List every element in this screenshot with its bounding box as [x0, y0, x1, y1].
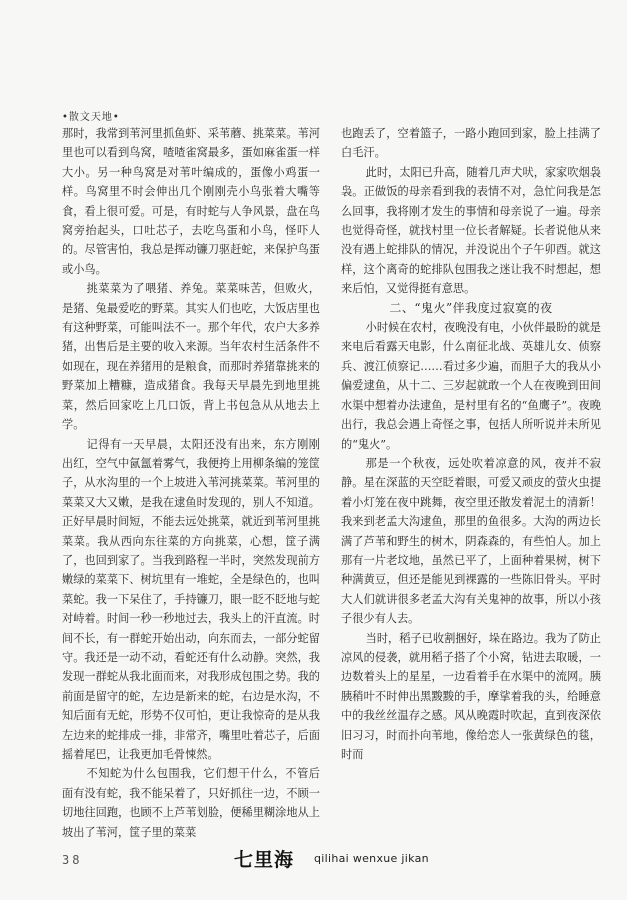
paragraph: 也跑丢了，空着篮子，一路小跑回到家，脸上挂满了白毛汗。 [341, 127, 601, 160]
paragraph: 那时，我常到苇河里抓鱼虾、采苇蘑、挑菜菜。苇河里也可以看到鸟窝，喳喳雀窝最多，蛋如麻雀蛋一样大小。另一种鸟窝是对苇叶编成的，蛋像小鸡蛋一样。鸟窝里不时会伸出几个刚刚壳小鸟张着大嘴等食，看上很可爱。可是，有时蛇与人争风景，盘在鸟窝旁抬起头，口吐芯子，去吃鸟蛋和小鸟，怪吓人的。尽管害怕，我总是挥动镰刀驱赶蛇，来保护鸟蛋或小鸟。 [62, 127, 320, 276]
magazine-pinyin: qilihai wenxue jikan [314, 852, 429, 865]
right-column [341, 124, 601, 764]
magazine-logo: 七里海 [234, 849, 295, 871]
section-heading: 二、“鬼火”伴我度过寂寞的夜 [389, 300, 553, 315]
paragraph: 不知蛇为什么包围我，它们想干什么，不管后面有没有蛇，我不能呆着了，只好抓往一边，不顾一切地往回跑，也顾不上芦苇划脸，便稀里糊涂地从上坡出了苇河，筐子里的菜菜 [62, 767, 320, 839]
paragraph: 记得有一天早晨，太阳还没有出来，东方刚刚出红，空气中氤氲着雾气，我便挎上用柳条编的笼筐子，从水沟里的一个上坡进入苇河挑菜菜。苇河里的菜菜又大又嫩，是我在逮鱼时发现的，别人不知道。正好早晨时间短，不能去远处挑菜，就近到苇河里挑菜菜。我从西向东往菜的方向挑菜，心想，筐子满了，也回到家了。当我到路程一半时，突然发现前方嫩绿的菜菜下、树坑里有一堆蛇，全是绿色的，也叫菜蛇。我一下呆住了，手持镰刀，眼一眨不眨地与蛇对峙着。时间一秒一秒地过去，我头上的汗直流。时间不长，有一群蛇开始出动，向东而去，一部分蛇留守。我还是一动不动，看蛇还有什么动静。突然，我发现一群蛇从我北面而来，对我形成包围之势。我的前面是留守的蛇，左边是新来的蛇，右边是水沟，不知后面有无蛇，形势不仅可怕，更让我惊奇的是从我左边来的蛇排成一排，非常齐，嘴里吐着芯子，后面摇着尾巴，让我更加毛骨悚然。 [62, 437, 320, 761]
paragraph: 那是一个秋夜，远处吹着凉意的风，夜并不寂静。星在深蓝的天空眨着眼，可爱又顽皮的萤火虫提着小灯笼在夜中跳舞，夜空里还散发着泥土的清新！我来到老孟大沟逮鱼，那里的鱼很多。大沟的两边长满了芦苇和野生的树木，阴森森的，有些怕人。加上那有一片老坟地，虽然已平了，上面种着果树，树下种满黄豆，但还是能见到裸露的一些陈旧骨头。平时大人们就讲很多老孟大沟有关鬼神的故事，所以小孩子很少有人去。 [341, 456, 601, 626]
paragraph: 挑菜菜为了喂猪、养兔。菜菜味苦，但败火，是猪、兔最爱吃的野菜。其实人们也吃，大饭店里也有这种野菜，可能叫法不一。那个年代，农户大多养猪，出售后是主要的收入来源。当年农村生活条件不如现在，现在养猪用的是粮食，而那时养猪靠挑来的野菜加上糟糠，造成猪食。我每天早晨先到地里挑菜，然后回家吃上几口饭，背上书包急从从地去上学。 [62, 282, 320, 432]
left-column [62, 124, 320, 842]
paragraph: 当时，稻子已收割捆好，垛在路边。我为了防止凉风的侵袭，就用稻子搭了个小窝，钻进去取暖，一边数着头上的星星，一边看着手在水渠中的流网。胰胰稍叶不时伸出黑黢黢的手，摩挲着我的头，给睡意中的我丝丝温存之感。风从晚霞时吹起，直到夜深依旧习习，时而扑向苇地，像给恋人一张黄绿色的毯，时而 [341, 631, 601, 761]
paragraph: 小时候在农村，夜晚没有电，小伙伴最盼的就是来电后看露天电影，什么南征北战、英雄儿女、侦察兵、渡江侦察记……看过多少遍，而胆子大的我从小偏爱逮鱼，从十二、三岁起就敢一个人在夜晚到田间水渠中想着办法逮鱼，是村里有名的“鱼鹰子”。夜晚出行，我总会遇上奇怪之事，包括人所听说并未所见的“鬼火”。 [341, 321, 601, 451]
paragraph: 此时，太阳已升高，随着几声犬吠，家家吹烟袅袅。正做饭的母亲看到我的表情不对，急忙问我是怎么回事，我将刚才发生的事情和母亲说了一遍。母亲也觉得奇怪，就找村里一位长者解疑。长者说他从来没有遇上蛇排队的情况，并没说出个子午卯酉。就这样，这个离奇的蛇排队包围我之迷让我不时想起，想来后怕，又觉得挺有意思。 [341, 165, 601, 296]
section-label: •散文天地• [62, 112, 120, 123]
page-number: 38 [62, 853, 83, 867]
